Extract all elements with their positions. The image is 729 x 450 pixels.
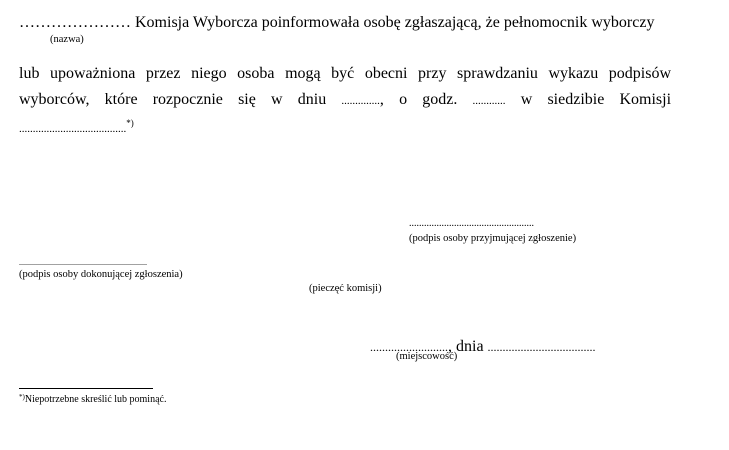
place-dots: .......................... [370, 340, 448, 354]
receiver-signature-label: (podpis osoby przyjmującej zgłoszenie) [409, 233, 577, 244]
header-text: Komisja Wyborcza poinformowała osobę zgłaszającą, że pełnomocnik wyborczy [135, 14, 655, 31]
footnote-rule [19, 388, 153, 389]
footnote-ref: *) [126, 118, 134, 128]
submitter-signature-line: ................................................................ [19, 258, 147, 267]
footnote-text: Niepotrzebne skreślić lub pominąć. [24, 394, 167, 405]
place-label: (miejscowość) [396, 351, 458, 362]
date-dots: .............. [341, 95, 380, 107]
stamp-label: (pieczęć komisji) [309, 283, 382, 294]
seat-dots: ....................................... [19, 123, 127, 135]
name-placeholder-dots: ………………… [19, 14, 131, 31]
body-line-1: lub upoważniona przez niego osoba mogą być obecni przy sprawdzaniu wykazu podpisów [19, 65, 671, 82]
date-word: , dnia [448, 338, 484, 355]
body-line-2-text-c: w siedzibie Komisji [520, 91, 672, 108]
footnote-marker: *) [19, 393, 25, 401]
date-dots: .................................... [487, 340, 596, 354]
footnote [19, 391, 166, 406]
body-line-2 [19, 91, 671, 110]
header-line [19, 14, 654, 32]
receiver-signature-line: .................................................. [409, 218, 534, 229]
submitter-signature-label: (podpis osoby dokonującej zgłoszenia) [19, 269, 183, 280]
name-label: (nazwa) [50, 34, 84, 45]
time-dots: ............ [472, 95, 506, 107]
body-line-2-text-a: wyborców, które rozpocznie się w dniu [19, 91, 327, 108]
body-line-2-text-b: , o godz. [379, 91, 458, 108]
body-line-3 [19, 116, 134, 136]
